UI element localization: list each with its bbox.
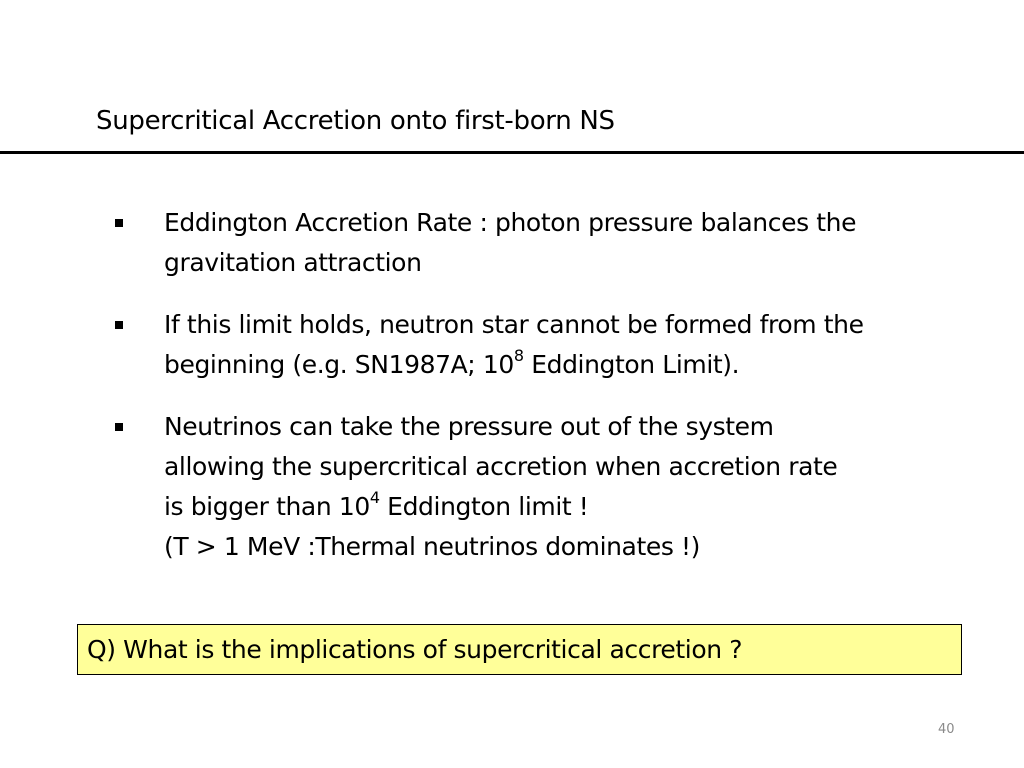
square-bullet-icon — [115, 219, 123, 227]
bullet-item-neutrinos — [113, 407, 993, 567]
page-number: 40 — [938, 722, 955, 737]
bullet-text-line: Eddington Accretion Rate : photon pressure balances the — [164, 208, 857, 237]
bullet-text-line — [164, 487, 993, 527]
bullet-text-line: If this limit holds, neutron star cannot be formed from the — [164, 310, 864, 339]
title-divider — [0, 151, 1024, 154]
square-bullet-icon — [115, 321, 123, 329]
superscript-exponent: 4 — [369, 487, 380, 507]
bullet-text-segment: Eddington Limit). — [523, 350, 740, 379]
bullet-item-limit-holds — [113, 305, 993, 385]
square-bullet-icon — [115, 423, 123, 431]
bullet-text-line: Neutrinos can take the pressure out of the system — [164, 412, 774, 441]
slide-title: Supercritical Accretion onto first-born NS — [96, 106, 615, 136]
bullet-text-segment: beginning (e.g. SN1987A; 10 — [164, 350, 514, 379]
bullet-item-eddington-rate — [113, 203, 993, 283]
bullet-text-line: gravitation attraction — [164, 248, 422, 277]
bullet-text-line: allowing the supercritical accretion when accretion rate — [164, 452, 838, 481]
superscript-exponent: 8 — [513, 345, 524, 365]
bullet-text-line: (T > 1 MeV :Thermal neutrinos dominates !) — [164, 532, 701, 561]
bullet-text-segment: Eddington limit ! — [379, 492, 589, 521]
bullet-text-segment: is bigger than 10 — [164, 492, 370, 521]
bullet-list — [113, 203, 993, 589]
question-box: Q) What is the implications of supercritical accretion ? — [77, 624, 962, 675]
bullet-text-line — [164, 345, 993, 385]
